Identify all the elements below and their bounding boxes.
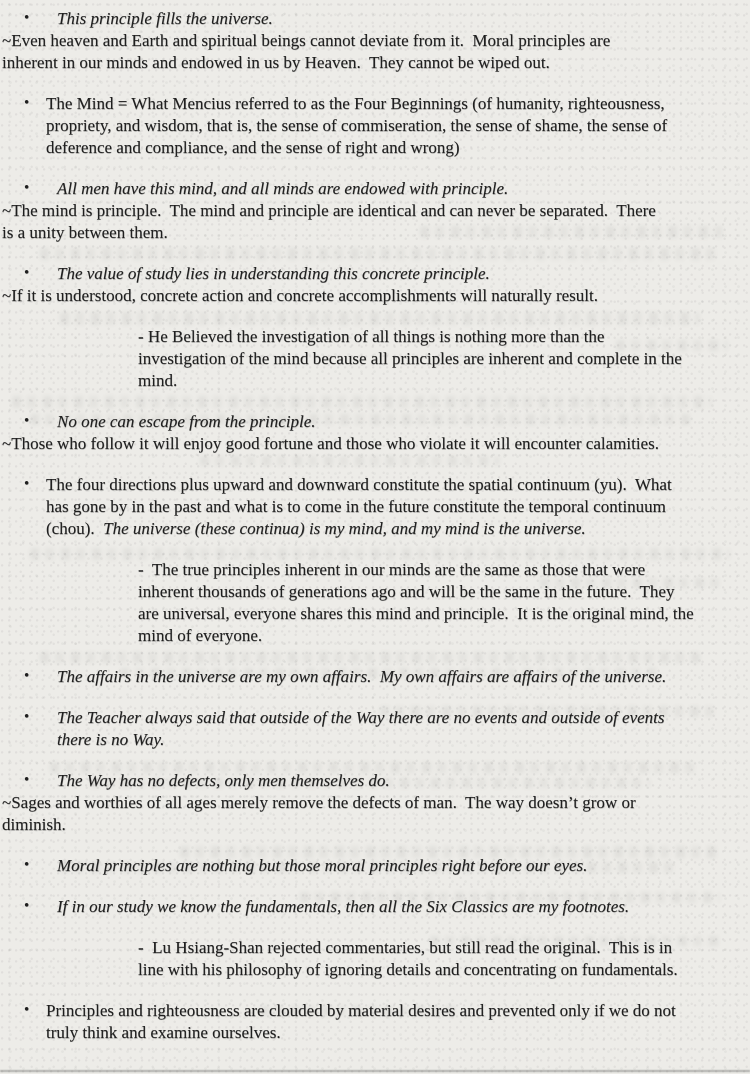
bullet-item <box>2 855 744 877</box>
text-run: ~Those who follow it will enjoy good fortune and those who violate it will encounter calamities. <box>2 434 659 453</box>
bullet-icon: • <box>24 668 30 684</box>
scan-bottom-edge <box>0 1070 750 1072</box>
bullet-icon: • <box>24 10 30 26</box>
tilde-note <box>2 792 744 836</box>
text-run: The Way has no defects, only men themselves do. <box>57 771 390 790</box>
bullet-icon: • <box>24 413 30 429</box>
bullet-item <box>2 178 744 200</box>
bullet-item <box>2 707 744 751</box>
text-run: The Mind = What Mencius referred to as the Four Beginnings (of humanity, righteousness, <box>46 94 665 113</box>
text-run: - The true principles inherent in our minds are the same as those that were <box>138 560 646 579</box>
bullet-item <box>2 770 744 792</box>
text-run: - Lu Hsiang-Shan rejected commentaries, but still read the original. This is in <box>138 938 673 957</box>
bullet-icon: • <box>24 709 30 725</box>
bullet-item <box>2 666 744 688</box>
text-run: The universe (these continua) is my mind, and my mind is the universe. <box>103 519 586 538</box>
text-run: If in our study we know the fundamentals, then all the Six Classics are my footnotes. <box>57 897 630 916</box>
text-run: The four directions plus upward and downward constitute the spatial continuum (yu). What <box>46 475 672 494</box>
bullet-icon: • <box>24 1002 30 1018</box>
sub-note <box>138 559 744 647</box>
text-run: propriety, and wisdom, that is, the sense of commiseration, the sense of shame, the sense of <box>46 116 668 135</box>
text-run: ~If it is understood, concrete action and concrete accomplishments will naturally result. <box>2 286 598 305</box>
text-run: inherent in our minds and endowed in us by Heaven. They cannot be wiped out. <box>2 53 550 72</box>
text-run: No one can escape from the principle. <box>57 412 316 431</box>
bullet-item <box>2 474 744 540</box>
text-run: has gone by in the past and what is to come in the future constitute the temporal continuum <box>46 497 666 516</box>
bullet-icon: • <box>24 898 30 914</box>
text-run: diminish. <box>2 815 66 834</box>
text-run: line with his philosophy of ignoring details and concentrating on fundamentals. <box>138 960 678 979</box>
text-run: This principle fills the universe. <box>57 9 273 28</box>
bullet-item <box>2 93 744 159</box>
bullet-item <box>2 896 744 918</box>
text-run: mind of everyone. <box>138 626 263 645</box>
bullet-item <box>2 1000 744 1044</box>
text-run: truly think and examine ourselves. <box>46 1023 281 1042</box>
bullet-icon: • <box>24 772 30 788</box>
document-body <box>2 8 744 1044</box>
text-run: Moral principles are nothing but those moral principles right before our eyes. <box>57 856 588 875</box>
sub-note <box>138 937 744 981</box>
text-run: ~The mind is principle. The mind and principle are identical and can never be separated. There <box>2 201 656 220</box>
text-run: - He Believed the investigation of all things is nothing more than the <box>138 327 605 346</box>
text-run: mind. <box>138 371 178 390</box>
text-run: (chou). <box>46 519 104 538</box>
text-run: deference and compliance, and the sense of right and wrong) <box>46 138 460 157</box>
bullet-icon: • <box>24 265 30 281</box>
text-run: is a unity between them. <box>2 223 168 242</box>
text-run: ~Even heaven and Earth and spiritual beings cannot deviate from it. Moral principles are <box>2 31 611 50</box>
bullet-icon: • <box>24 476 30 492</box>
text-run: The value of study lies in understanding this concrete principle. <box>57 264 490 283</box>
text-run: The affairs in the universe are my own affairs. My own affairs are affairs of the universe. <box>57 667 667 686</box>
text-run: All men have this mind, and all minds are endowed with principle. <box>57 179 509 198</box>
text-run: The Teacher always said that outside of the Way there are no events and outside of events <box>57 708 665 727</box>
tilde-note <box>2 433 744 455</box>
bullet-item <box>2 8 744 30</box>
text-run: Principles and righteousness are clouded by material desires and prevented only if we do not <box>46 1001 676 1020</box>
bullet-item <box>2 411 744 433</box>
tilde-note <box>2 200 744 244</box>
text-run: there is no Way. <box>57 730 165 749</box>
text-run: investigation of the mind because all principles are inherent and complete in the <box>138 349 682 368</box>
text-run: are universal, everyone shares this mind and principle. It is the original mind, the <box>138 604 694 623</box>
text-run: ~Sages and worthies of all ages merely remove the defects of man. The way doesn’t grow or <box>2 793 636 812</box>
tilde-note <box>2 285 744 307</box>
sub-note <box>138 326 744 392</box>
bullet-item <box>2 263 744 285</box>
bullet-icon: • <box>24 95 30 111</box>
tilde-note <box>2 30 744 74</box>
text-run: inherent thousands of generations ago and will be the same in the future. They <box>138 582 675 601</box>
bullet-icon: • <box>24 857 30 873</box>
bullet-icon: • <box>24 180 30 196</box>
